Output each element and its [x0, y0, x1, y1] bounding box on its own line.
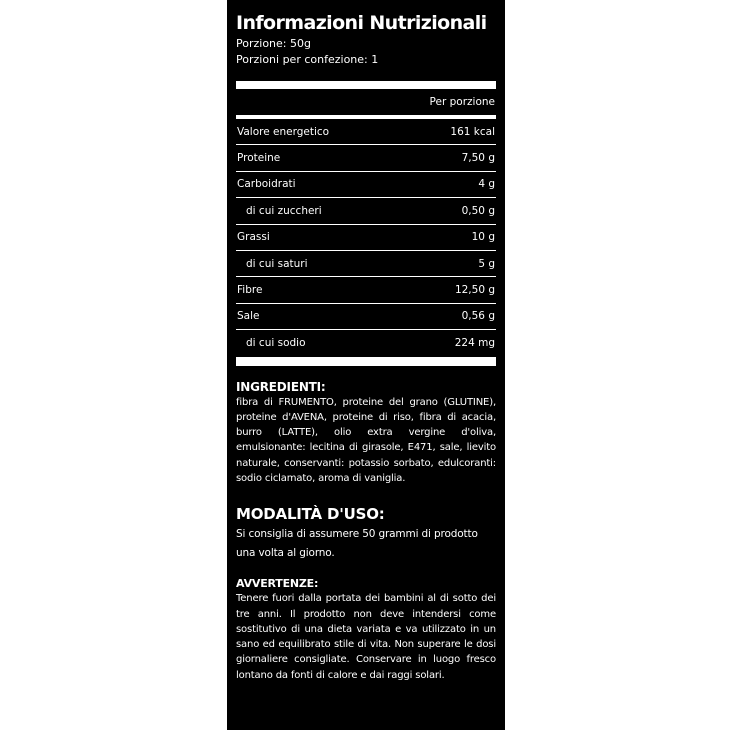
nutrient-row-salt — [236, 304, 496, 330]
nutrient-name: Sale — [237, 310, 260, 323]
nutrient-name: Carboidrati — [237, 178, 296, 191]
nutrient-value: 10 g — [471, 231, 495, 244]
nutrient-name: di cui saturi — [246, 257, 308, 270]
nutrient-row-protein — [236, 145, 496, 171]
servings-per-pack: Porzioni per confezione: 1 — [236, 53, 379, 66]
bottom-divider — [236, 357, 496, 366]
nutrition-table — [236, 119, 496, 357]
usage-text: Si consiglia di assumere 50 grammi di prodotto una volta al giorno. — [236, 528, 478, 560]
nutrient-value: 224 mg — [454, 337, 495, 350]
ingredients-heading: INGREDIENTI: — [236, 379, 326, 394]
ingredients-text: fibra di FRUMENTO, proteine del grano (GLUTINE), proteine d'AVENA, proteine di riso, fibra di acacia, burro (LATTE), olio extra vergine d'oliva, emulsionante: lecitina di girasole, E471, sale, lievito naturale, conservanti: potassio sorbato, edulcoranti: sodio ciclamato, aroma di vaniglia. — [236, 396, 496, 484]
nutrient-row-energy — [236, 119, 496, 145]
nutrient-name: Grassi — [237, 231, 270, 244]
warnings-text: Tenere fuori dalla portata dei bambini al di sotto dei tre anni. Il prodotto non deve intendersi come sostitutivo di una dieta variata e va utilizzato in un sano ed equilibrato stile di vita. Non superare le dosi giornaliere consigliate. Conservare in luogo fresco lontano da fonti di calore e dai raggi solari. — [236, 593, 496, 681]
nutrient-name: Valore energetico — [237, 125, 330, 138]
thick-divider — [236, 81, 496, 89]
column-header: Per porzione — [429, 96, 495, 108]
nutrient-value: 7,50 g — [461, 152, 495, 165]
nutrient-value: 12,50 g — [454, 284, 495, 297]
usage-heading: MODALITÀ D'USO: — [236, 505, 385, 524]
nutrient-value: 4 g — [478, 178, 495, 191]
nutrient-row-fibre — [236, 277, 496, 303]
nutrient-value: 161 kcal — [450, 125, 495, 138]
nutrient-row-sodium — [236, 330, 496, 356]
nutrient-value: 5 g — [478, 257, 495, 270]
nutrient-value: 0,56 g — [461, 310, 495, 323]
nutrient-row-carbs — [236, 172, 496, 198]
nutrient-row-saturated — [236, 251, 496, 277]
warnings-heading: AVVERTENZE: — [236, 577, 319, 591]
nutrition-panel — [227, 0, 505, 730]
nutrient-value: 0,50 g — [461, 204, 495, 217]
nutrient-name: Proteine — [237, 152, 281, 165]
nutrient-name: Fibre — [237, 284, 263, 297]
nutrient-name: di cui zuccheri — [246, 204, 322, 217]
nutrient-row-fat — [236, 225, 496, 251]
nutrient-row-sugars — [236, 198, 496, 224]
label-title: Informazioni Nutrizionali — [236, 12, 487, 34]
serving-size: Porzione: 50g — [236, 37, 311, 50]
nutrient-name: di cui sodio — [246, 337, 306, 350]
